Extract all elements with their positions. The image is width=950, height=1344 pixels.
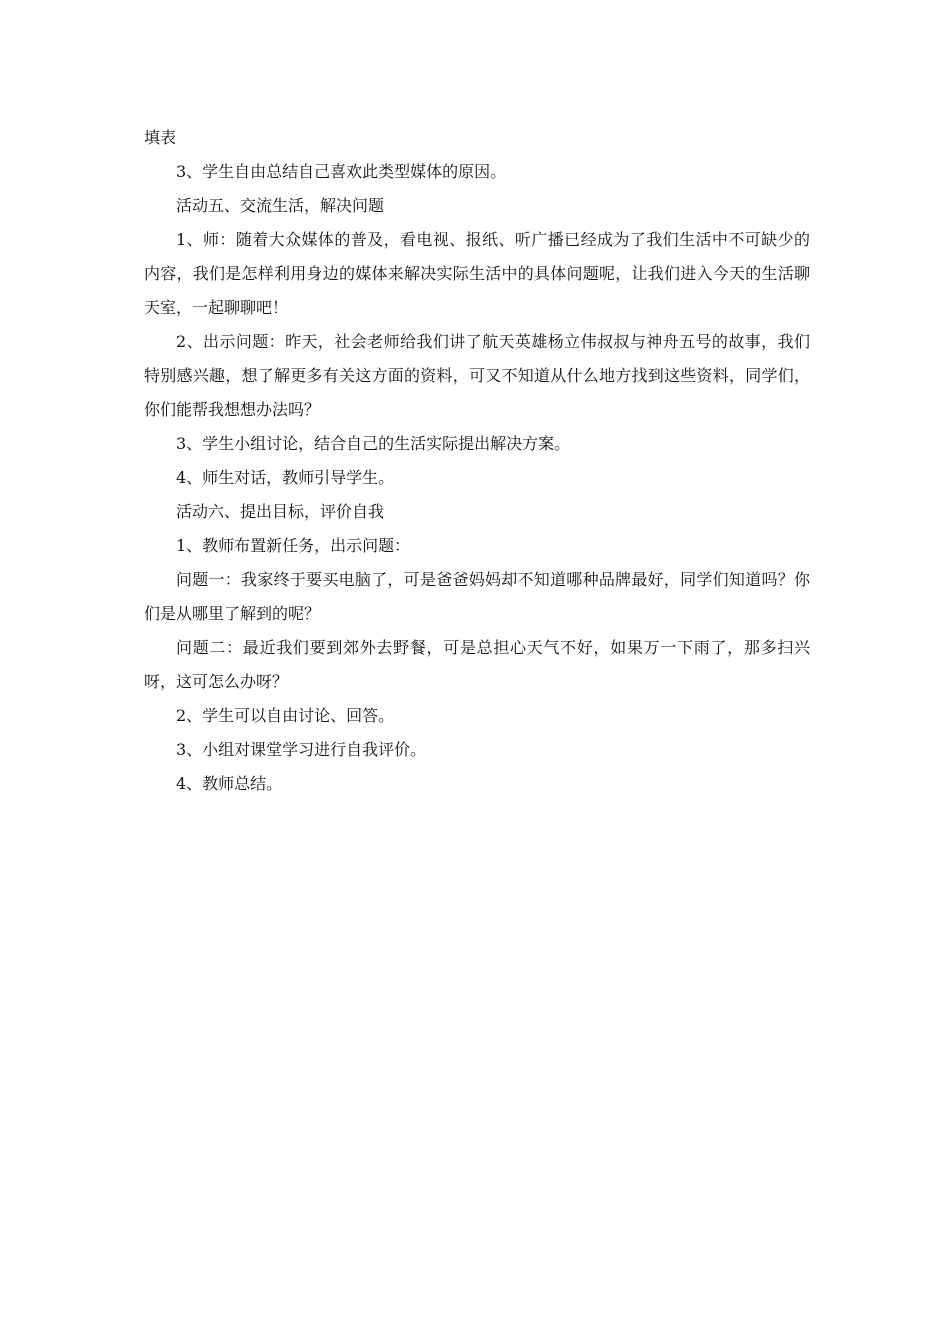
paragraph-step-3-reasons: 3、学生自由总结自己喜欢此类型媒体的原因。	[176, 162, 507, 181]
heading-activity-6: 活动六、提出目标，评价自我	[176, 502, 385, 521]
document-body	[144, 121, 810, 801]
paragraph-free-discussion: 2、学生可以自由讨论、回答。	[176, 706, 395, 725]
paragraph-question-one: 问题一：我家终于要买电脑了，可是爸爸妈妈却不知道哪种品牌最好，同学们知道吗？你们是从哪里了解到的呢？	[144, 570, 810, 623]
paragraph-self-evaluation: 3、小组对课堂学习进行自我评价。	[176, 740, 427, 759]
paragraph-teacher-intro: 1、师：随着大众媒体的普及，看电视、报纸、听广播已经成为了我们生活中不可缺少的内容，我们是怎样利用身边的媒体来解决实际生活中的具体问题呢，让我们进入今天的生活聊天室，一起聊聊吧！	[144, 230, 810, 317]
paragraph-show-question: 2、出示问题：昨天，社会老师给我们讲了航天英雄杨立伟叔叔与神舟五号的故事，我们特别感兴趣，想了解更多有关这方面的资料，可又不知道从什么地方找到这些资料，同学们，你们能帮我想想办法吗？	[144, 332, 810, 419]
paragraph-teacher-summary: 4、教师总结。	[176, 774, 283, 793]
paragraph-new-task: 1、教师布置新任务，出示问题：	[176, 536, 411, 555]
paragraph-dialogue: 4、师生对话，教师引导学生。	[176, 468, 395, 487]
paragraph-fill-table: 填表	[144, 128, 177, 147]
paragraph-group-discussion: 3、学生小组讨论，结合自己的生活实际提出解决方案。	[176, 434, 571, 453]
paragraph-question-two: 问题二：最近我们要到郊外去野餐，可是总担心天气不好，如果万一下雨了，那多扫兴呀，这可怎么办呀？	[144, 638, 810, 691]
heading-activity-5: 活动五、交流生活，解决问题	[176, 196, 385, 215]
